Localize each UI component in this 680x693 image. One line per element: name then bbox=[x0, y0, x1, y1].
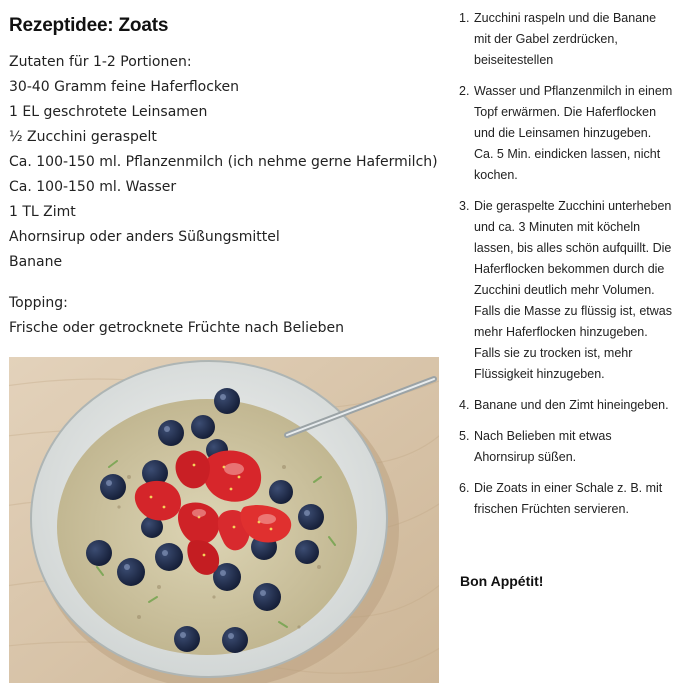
ingredient-item: 30-40 Gramm feine Haferflocken bbox=[9, 79, 239, 95]
topping-heading: Topping: bbox=[9, 295, 68, 311]
step-item bbox=[459, 196, 674, 385]
ingredient-item: ½ Zucchini geraspelt bbox=[9, 129, 157, 145]
ingredient-item: 1 EL geschrotete Leinsamen bbox=[9, 104, 208, 120]
zoats-bowl-illustration bbox=[9, 357, 439, 683]
step-item bbox=[459, 478, 674, 520]
step-text: Banane und den Zimt hineingeben. bbox=[474, 398, 669, 412]
step-number: 4. bbox=[459, 398, 470, 412]
ingredients-heading: Zutaten für 1-2 Portionen: bbox=[9, 54, 192, 70]
step-number: 2. bbox=[459, 84, 470, 98]
step-number: 3. bbox=[459, 199, 470, 213]
ingredient-item: Ca. 100-150 ml. Wasser bbox=[9, 179, 177, 195]
ingredient-item: Ahornsirup oder anders Süßungsmittel bbox=[9, 229, 280, 245]
step-number: 6. bbox=[459, 481, 470, 495]
ingredients-list bbox=[9, 50, 439, 275]
step-number: 5. bbox=[459, 429, 470, 443]
page-title: Rezeptidee: Zoats bbox=[9, 15, 169, 36]
step-text: Wasser und Pflanzenmilch in einem Topf erwärmen. Die Haferflocken und die Leinsamen hinzugeben. Ca. 5 Min. eindicken lassen, nicht kochen. bbox=[474, 84, 673, 182]
topping-section bbox=[9, 291, 439, 341]
closing-text: Bon Appétit! bbox=[460, 573, 544, 589]
ingredient-item: Ca. 100-150 ml. Pflanzenmilch (ich nehme gerne Hafermilch) bbox=[9, 154, 438, 170]
ingredient-item: Banane bbox=[9, 254, 63, 270]
recipe-photo bbox=[9, 357, 439, 683]
topping-text: Frische oder getrocknete Früchte nach Belieben bbox=[9, 320, 344, 336]
step-item bbox=[459, 395, 674, 416]
step-item bbox=[459, 81, 674, 186]
step-item bbox=[459, 426, 674, 468]
step-text: Nach Belieben mit etwas Ahornsirup süßen. bbox=[474, 429, 612, 464]
step-number: 1. bbox=[459, 11, 470, 25]
ingredient-item: 1 TL Zimt bbox=[9, 204, 76, 220]
step-text: Zucchini raspeln und die Banane mit der Gabel zerdrücken, beiseitestellen bbox=[474, 11, 657, 67]
step-text: Die geraspelte Zucchini unterheben und ca. 3 Minuten mit köcheln lassen, bis alles schön aufquillt. Die Haferflocken bekommen durch die Zucchini deutlich mehr Volumen. Falls die Masse zu flüssig ist, etwas mehr Haferflocken hinzugeben. Falls sie zu trocken ist, mehr Flüssigkeit hinzugeben. bbox=[474, 199, 672, 381]
preparation-steps bbox=[459, 8, 674, 530]
step-item bbox=[459, 8, 674, 71]
step-text: Die Zoats in einer Schale z. B. mit frischen Früchten servieren. bbox=[474, 481, 663, 516]
